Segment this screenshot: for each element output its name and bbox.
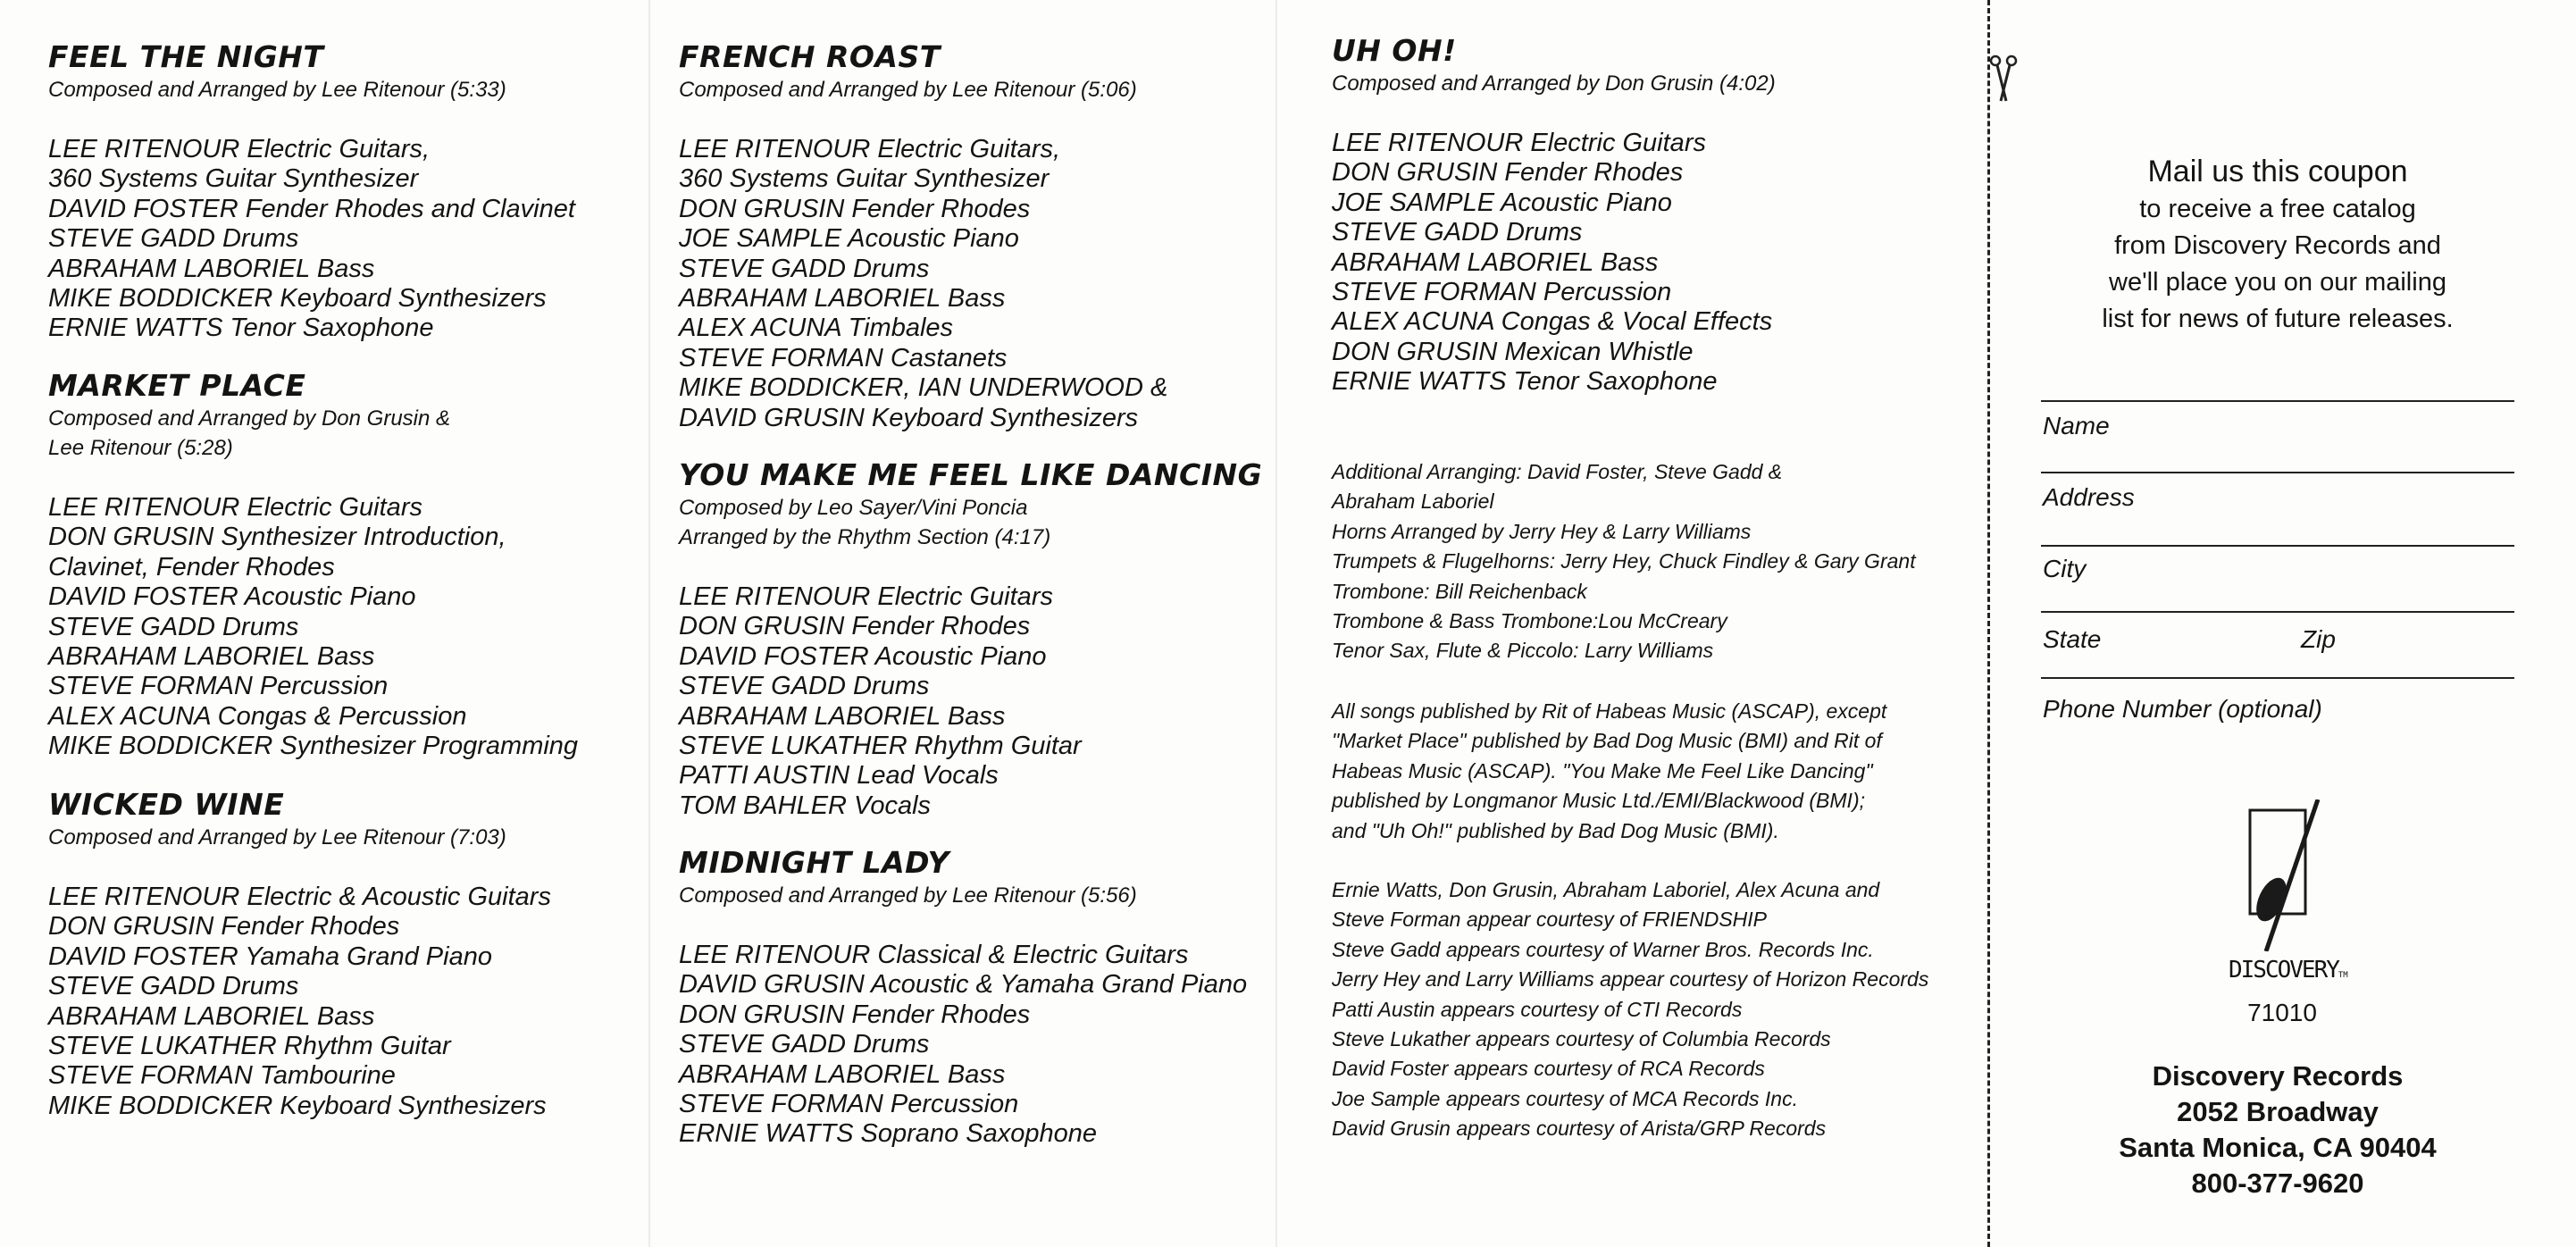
musician-list	[48, 135, 638, 344]
song-wicked-wine	[48, 787, 638, 1121]
musician-line: DON GRUSIN Fender Rhodes	[1332, 158, 1684, 188]
musician-line: ABRAHAM LABORIEL Bass	[48, 1001, 375, 1031]
courtesy-line: David Foster appears courtesy of RCA Records	[1332, 1057, 1765, 1081]
company-address	[2041, 1059, 2514, 1201]
musician-line: ALEX ACUNA Congas & Percussion	[48, 701, 467, 731]
publishing-notes	[1332, 697, 1886, 846]
courtesy-line: Steve Gadd appears courtesy of Warner Bros. Records Inc.	[1332, 937, 1874, 961]
song-credit: Composed by Leo Sayer/Vini Poncia	[679, 496, 1028, 520]
musician-line: ABRAHAM LABORIEL Bass	[679, 701, 1006, 731]
musician-line: STEVE FORMAN Percussion	[679, 1090, 1019, 1119]
courtesy-line: Steve Lukather appears courtesy of Columbia Records	[1332, 1027, 1831, 1051]
musician-line: ERNIE WATTS Tenor Saxophone	[48, 314, 434, 343]
address-line: 800-377-9620	[2191, 1167, 2364, 1199]
arranging-line: Trombone & Bass Trombone:Lou McCreary	[1332, 609, 1727, 633]
musician-line: DAVID FOSTER Acoustic Piano	[48, 582, 416, 612]
musician-line: MIKE BODDICKER, IAN UNDERWOOD &	[679, 373, 1168, 403]
musician-line: PATTI AUSTIN Lead Vocals	[679, 761, 999, 791]
musician-line: DON GRUSIN Fender Rhodes	[48, 912, 400, 942]
musician-line: STEVE GADD Drums	[48, 612, 299, 641]
song-title: WICKED WINE	[48, 787, 285, 822]
city-field-line[interactable]	[2041, 545, 2514, 547]
musician-line: LEE RITENOUR Electric Guitars,	[679, 135, 1061, 163]
courtesy-line: Joe Sample appears courtesy of MCA Records Inc.	[1332, 1086, 1798, 1110]
coupon-body-line: to receive a free catalog	[2139, 195, 2416, 223]
musician-line: ABRAHAM LABORIEL Bass	[679, 1059, 1006, 1089]
musician-list	[1332, 129, 1984, 398]
coupon-heading: Mail us this coupon	[2147, 155, 2408, 188]
musician-list	[679, 582, 1268, 821]
song-title: YOU MAKE ME FEEL LIKE DANCING	[679, 457, 1263, 492]
musician-line: DAVID FOSTER Fender Rhodes and Clavinet	[48, 194, 575, 223]
publishing-line: "Market Place" published by Bad Dog Music (BMI) and Rit of	[1332, 729, 1882, 753]
musician-line: 360 Systems Guitar Synthesizer	[48, 164, 419, 194]
musician-line: DAVID GRUSIN Acoustic & Yamaha Grand Piano	[679, 970, 1248, 1000]
musician-line: DON GRUSIN Mexican Whistle	[1332, 337, 1694, 366]
musician-list	[48, 883, 638, 1121]
arranging-line: Trumpets & Flugelhorns: Jerry Hey, Chuck Findley & Gary Grant	[1332, 549, 1916, 573]
song-credit: Arranged by the Rhythm Section (4:17)	[679, 525, 1051, 549]
discovery-logo-text: DISCOVERY	[2229, 957, 2338, 983]
publishing-line: All songs published by Rit of Habeas Music (ASCAP), except	[1332, 699, 1887, 723]
musician-line: STEVE FORMAN Castanets	[679, 343, 1008, 372]
arranging-line: Additional Arranging: David Foster, Steve Gadd &	[1332, 460, 1783, 483]
musician-list	[679, 135, 1268, 433]
musician-line: STEVE FORMAN Percussion	[48, 672, 389, 701]
song-credit: Composed and Arranged by Don Grusin (4:02)	[1332, 71, 1776, 96]
city-field-label: City	[2043, 555, 2087, 582]
musician-list	[679, 941, 1268, 1150]
musician-line: ABRAHAM LABORIEL Bass	[1332, 247, 1659, 277]
publishing-line: published by Longmanor Music Ltd./EMI/Blackwood (BMI);	[1332, 789, 1865, 813]
musician-list	[48, 493, 638, 762]
song-uh-oh	[1332, 33, 1984, 398]
musician-line: STEVE GADD Drums	[679, 254, 930, 283]
address-line: 2052 Broadway	[2177, 1096, 2379, 1127]
song-title: MIDNIGHT LADY	[679, 845, 949, 880]
courtesy-line: Steve Forman appear courtesy of FRIENDSHIP	[1332, 908, 1768, 932]
musician-line: ALEX ACUNA Congas & Vocal Effects	[1332, 307, 1773, 337]
song-credit: Lee Ritenour (5:28)	[48, 436, 233, 460]
song-credit: Composed and Arranged by Lee Ritenour (5:06)	[679, 78, 1137, 102]
courtesy-notes	[1332, 875, 1928, 1144]
musician-line: JOE SAMPLE Acoustic Piano	[679, 224, 1019, 254]
phone-field-line[interactable]	[2041, 677, 2514, 679]
musician-line: DON GRUSIN Fender Rhodes	[679, 1000, 1031, 1029]
courtesy-line: Jerry Hey and Larry Williams appear courtesy of Horizon Records	[1332, 967, 1929, 992]
courtesy-line: Ernie Watts, Don Grusin, Abraham Laboriel, Alex Acuna and	[1332, 878, 1880, 901]
musician-line: ERNIE WATTS Soprano Saxophone	[679, 1119, 1097, 1149]
song-title: UH OH!	[1332, 33, 1457, 68]
musician-line: STEVE GADD Drums	[1332, 218, 1583, 247]
musician-line: ERNIE WATTS Tenor Saxophone	[1332, 367, 1718, 397]
song-french-roast	[679, 39, 1268, 433]
panel-fold-right	[1275, 0, 1277, 1247]
arranging-credits	[1332, 457, 1916, 666]
song-midnight-lady	[679, 845, 1268, 1150]
coupon-body-line: list for news of future releases.	[2102, 305, 2454, 333]
musician-line: DON GRUSIN Fender Rhodes	[679, 612, 1031, 641]
musician-line: ALEX ACUNA Timbales	[679, 314, 954, 343]
song-market-place	[48, 368, 638, 762]
musician-line: LEE RITENOUR Electric Guitars	[48, 493, 422, 522]
song-credit: Composed and Arranged by Don Grusin &	[48, 406, 451, 431]
musician-line: 360 Systems Guitar Synthesizer	[679, 164, 1050, 194]
musician-line: MIKE BODDICKER Keyboard Synthesizers	[48, 284, 547, 314]
discovery-logo-tm: TM	[2338, 971, 2348, 980]
musician-line: LEE RITENOUR Classical & Electric Guitars	[679, 941, 1189, 969]
musician-line: STEVE GADD Drums	[48, 972, 299, 1001]
musician-line: DAVID FOSTER Acoustic Piano	[679, 641, 1047, 671]
musician-line: DON GRUSIN Synthesizer Introduction,	[48, 523, 506, 552]
arranging-line: Abraham Laboriel	[1332, 490, 1494, 514]
song-credit: Composed and Arranged by Lee Ritenour (5:33)	[48, 78, 506, 102]
state-field-label: State	[2043, 625, 2102, 653]
song-title: FEEL THE NIGHT	[48, 39, 324, 74]
arranging-line: Tenor Sax, Flute & Piccolo: Larry Williams	[1332, 639, 1714, 663]
musician-line: STEVE GADD Drums	[679, 672, 930, 701]
name-field-label: Name	[2043, 412, 2110, 439]
musician-line: STEVE FORMAN Tambourine	[48, 1061, 396, 1091]
state-zip-field-line[interactable]	[2041, 611, 2514, 613]
coupon-cut-line	[1987, 0, 1990, 1247]
catalog-number: 71010	[2247, 999, 2317, 1026]
musician-line: LEE RITENOUR Electric Guitars	[679, 582, 1053, 611]
song-credit: Composed and Arranged by Lee Ritenour (7:03)	[48, 825, 506, 849]
courtesy-line: Patti Austin appears courtesy of CTI Records	[1332, 997, 1743, 1021]
song-title: FRENCH ROAST	[679, 39, 941, 74]
musician-line: ABRAHAM LABORIEL Bass	[679, 284, 1006, 314]
arranging-line: Horns Arranged by Jerry Hey & Larry Williams	[1332, 519, 1752, 543]
coupon-body-line: we'll place you on our mailing	[2109, 268, 2446, 297]
publishing-line: and "Uh Oh!" published by Bad Dog Music (BMI).	[1332, 818, 1779, 842]
discovery-logo-mark-icon	[2229, 799, 2336, 951]
zip-field-label: Zip	[2301, 625, 2336, 653]
coupon-message	[2041, 152, 2514, 338]
song-title: MARKET PLACE	[48, 368, 306, 403]
musician-line: LEE RITENOUR Electric Guitars	[1332, 129, 1706, 157]
musician-line: LEE RITENOUR Electric Guitars,	[48, 135, 431, 163]
scissors-icon	[1988, 52, 2020, 109]
name-field-line[interactable]	[2041, 400, 2514, 402]
discovery-logo-wordmark	[2229, 957, 2348, 983]
musician-line: LEE RITENOUR Electric & Acoustic Guitars	[48, 883, 551, 911]
musician-line: MIKE BODDICKER Keyboard Synthesizers	[48, 1091, 547, 1120]
address-line: Discovery Records	[2152, 1060, 2404, 1092]
musician-line: ABRAHAM LABORIEL Bass	[48, 254, 375, 283]
song-credit: Composed and Arranged by Lee Ritenour (5:56)	[679, 883, 1137, 908]
musician-line: DON GRUSIN Fender Rhodes	[679, 194, 1031, 223]
musician-line: MIKE BODDICKER Synthesizer Programming	[48, 732, 579, 761]
address-line: Santa Monica, CA 90404	[2119, 1132, 2437, 1163]
courtesy-line: David Grusin appears courtesy of Arista/GRP Records	[1332, 1117, 1827, 1141]
coupon-body-line: from Discovery Records and	[2114, 231, 2441, 260]
musician-line: JOE SAMPLE Acoustic Piano	[1332, 188, 1672, 217]
song-you-make-me-feel-like-dancing	[679, 457, 1268, 821]
musician-line: STEVE FORMAN Percussion	[1332, 278, 1672, 307]
musician-line: STEVE GADD Drums	[48, 224, 299, 254]
musician-line: STEVE LUKATHER Rhythm Guitar	[679, 732, 1082, 761]
musician-line: DAVID GRUSIN Keyboard Synthesizers	[679, 403, 1139, 432]
musician-line: TOM BAHLER Vocals	[679, 791, 932, 820]
song-feel-the-night	[48, 39, 638, 344]
discovery-logo	[2229, 799, 2348, 987]
arranging-line: Trombone: Bill Reichenback	[1332, 579, 1587, 603]
panel-fold-left	[648, 0, 650, 1247]
publishing-line: Habeas Music (ASCAP). "You Make Me Feel Like Dancing"	[1332, 758, 1873, 783]
musician-line: STEVE LUKATHER Rhythm Guitar	[48, 1032, 451, 1061]
musician-line: Clavinet, Fender Rhodes	[48, 552, 335, 582]
address-field-label: Address	[2043, 483, 2135, 511]
musician-line: ABRAHAM LABORIEL Bass	[48, 642, 375, 672]
address-field-line[interactable]	[2041, 472, 2514, 473]
musician-line: STEVE GADD Drums	[679, 1030, 930, 1059]
musician-line: DAVID FOSTER Yamaha Grand Piano	[48, 942, 492, 971]
phone-field-label: Phone Number (optional)	[2043, 695, 2322, 723]
